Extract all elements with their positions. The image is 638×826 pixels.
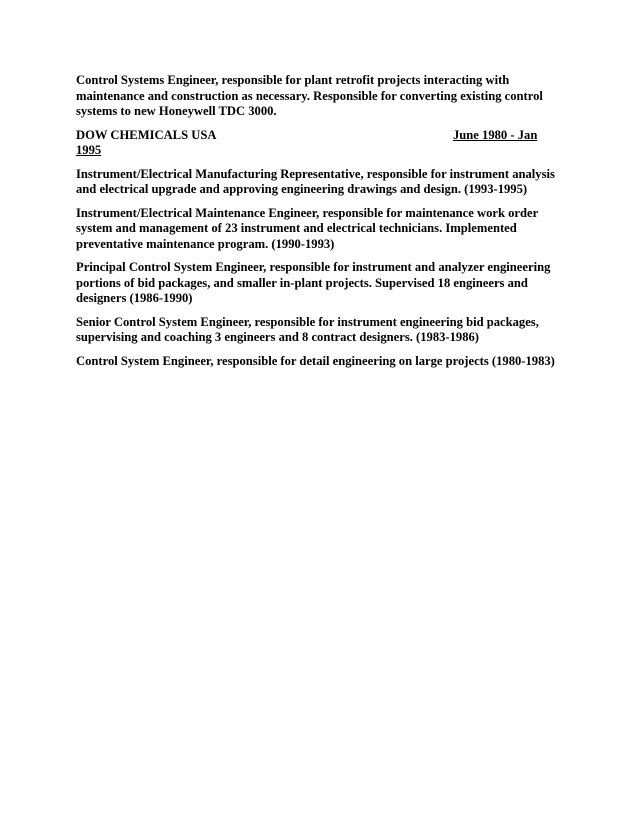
employer-heading (76, 128, 561, 159)
employer-dates-start: June 1980 - Jan (453, 127, 538, 142)
position-paragraph: Instrument/Electrical Manufacturing Representative, responsible for instrument analysis and electrical upgrade and approving engineering drawings and design. (1993-1995) (76, 166, 555, 196)
employer-name: DOW CHEMICALS USA (76, 127, 217, 142)
resume-page (76, 73, 561, 377)
position-paragraph: Principal Control System Engineer, responsible for instrument and analyzer engineering portions of bid packages, and smaller in-plant projects. Supervised 18 engineers and designers (1986-1990) (76, 260, 551, 305)
position-paragraph: Instrument/Electrical Maintenance Engineer, responsible for maintenance work order system and management of 23 instrument and electrical technicians. Implemented preventative maintenance program. (1990-1993) (76, 205, 538, 251)
position-paragraph: Senior Control System Engineer, responsible for instrument engineering bid packages, supervising and coaching 3 engineers and 8 contract designers. (1983-1986) (76, 314, 539, 344)
position-paragraph: Control System Engineer, responsible for detail engineering on large projects (1980-1983) (76, 353, 555, 368)
employer-dates-end: 1995 (76, 143, 102, 157)
intro-paragraph: Control Systems Engineer, responsible for plant retrofit projects interacting with maintenance and construction as necessary. Responsible for converting existing control systems to new Honeywell TDC 3000. (76, 73, 543, 118)
